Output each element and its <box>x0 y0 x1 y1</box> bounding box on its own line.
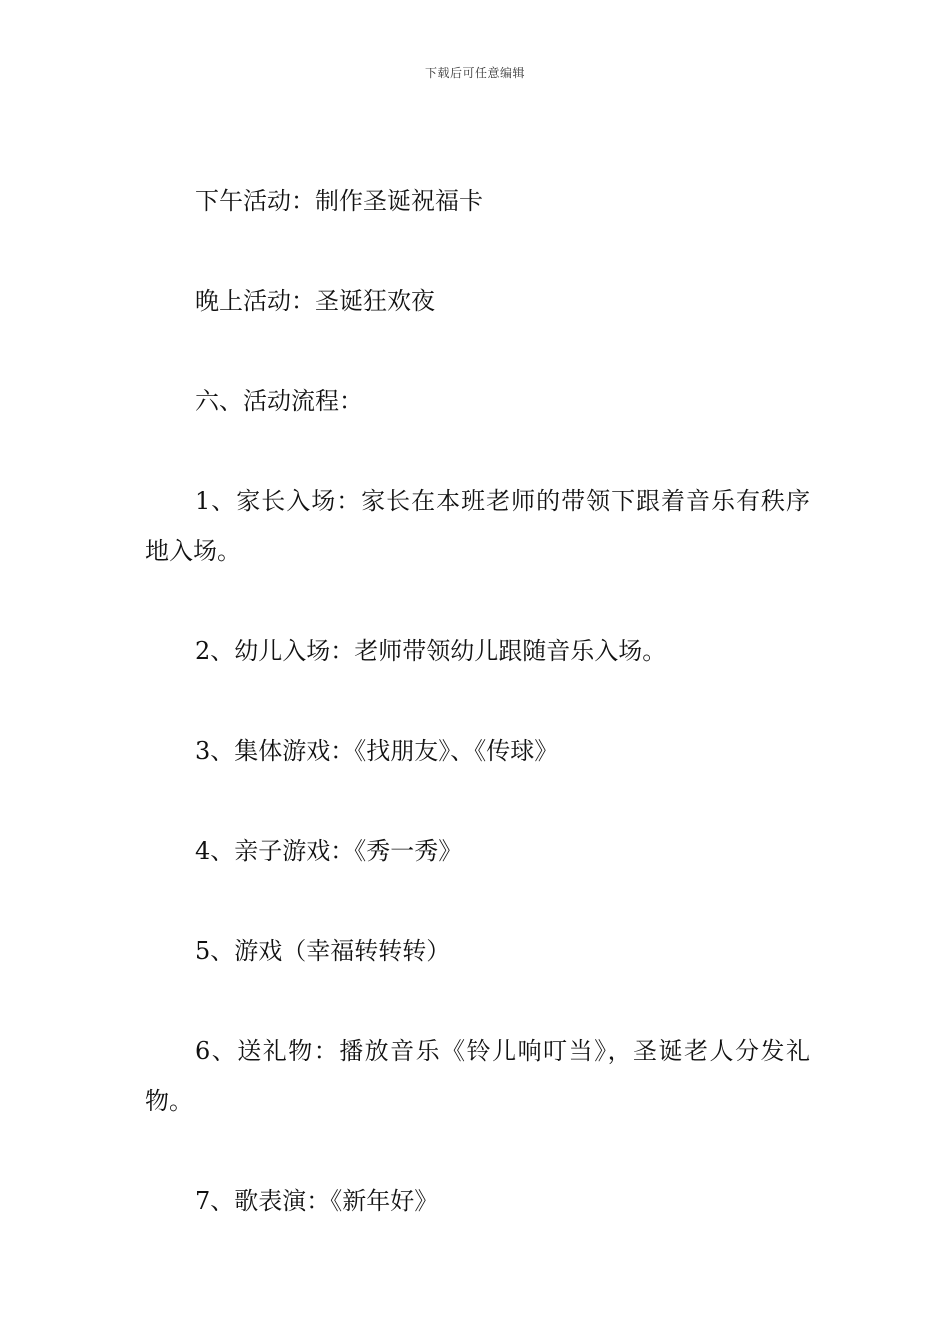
section-heading-activity-process: 六、活动流程： <box>195 387 363 415</box>
page-header: 下载后可任意编辑 <box>424 66 525 80</box>
paragraph-afternoon-activity: 下午活动：制作圣诞祝福卡 <box>195 187 483 215</box>
paragraph-step-6: 6、送礼物：播放音乐《铃儿响叮当》，圣诞老人分发礼物。 <box>145 1037 810 1115</box>
paragraph-step-3: 3、集体游戏：《找朋友》、《传球》 <box>195 737 559 765</box>
paragraph-step-2: 2、幼儿入场：老师带领幼儿跟随音乐入场。 <box>195 637 667 665</box>
paragraph-step-1: 1、家长入场：家长在本班老师的带领下跟着音乐有秩序地入场。 <box>145 487 810 565</box>
document-body <box>145 176 810 1276</box>
paragraph-evening-activity: 晚上活动：圣诞狂欢夜 <box>195 287 435 315</box>
paragraph-step-7: 7、歌表演：《新年好》 <box>195 1187 439 1215</box>
paragraph-step-5: 5、游戏（幸福转转转） <box>195 937 451 965</box>
paragraph-step-4: 4、亲子游戏：《秀一秀》 <box>195 837 463 865</box>
